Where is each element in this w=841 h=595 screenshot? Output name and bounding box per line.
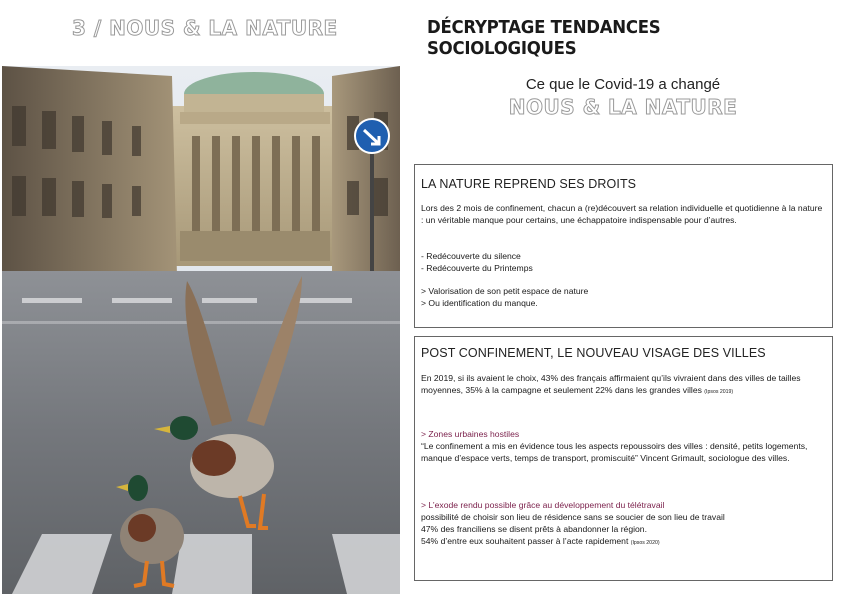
exode-line: possibilité de choisir son lieu de résidence sans se soucier de son lieu de travail: [421, 512, 725, 522]
cities-box: [414, 336, 833, 581]
cities-intro-text: En 2019, si ils avaient le choix, 43% des français affirmaient qu’ils vivraient dans des villes de tailles moyennes, 35% à la campagne et seulement 22% dans les grandes villes: [421, 373, 801, 395]
subtitle-heading: NOUS & LA NATURE: [508, 95, 738, 119]
zones-text: “Le confinement a mis en évidence tous les aspects repoussoirs des villes : densité, petits logements, manque d’espace verts, temps de transport, promiscuité” Vincent Grimault, sociologue des villes.: [421, 441, 808, 463]
nature-point: > Valorisation de son petit espace de nature: [421, 286, 589, 296]
exode-line: 47% des franciliens se disent prêts à abandonner la région.: [421, 524, 647, 534]
exode-source: (Ipsos 2020): [630, 540, 660, 546]
nature-point: > Ou identification du manque.: [421, 298, 538, 308]
document-title: DÉCRYPTAGE TENDANCES SOCIOLOGIQUES: [427, 17, 661, 59]
nature-box: [414, 164, 833, 328]
paris-ducks-photo: [2, 66, 400, 594]
cities-box-title: POST CONFINEMENT, LE NOUVEAU VISAGE DES VILLES: [421, 346, 766, 360]
subtitle-line: Ce que le Covid-19 a changé: [525, 76, 721, 93]
section-title: 3 / NOUS & LA NATURE: [72, 16, 338, 40]
nature-list-item: - Redécouverte du Printemps: [421, 263, 533, 273]
exode-last-line: [421, 536, 823, 550]
nature-intro: Lors des 2 mois de confinement, chacun a (re)découvert sa relation individuelle et quotidienne à la nature : un véritable manque pour certains, une échappatoire indispensable pour d’autres.: [421, 203, 823, 225]
nature-box-title: LA NATURE REPREND SES DROITS: [421, 177, 637, 191]
zones-heading: > Zones urbaines hostiles: [421, 429, 520, 439]
exode-heading: > L’exode rendu possible grâce au développement du télétravail: [421, 500, 665, 510]
exode-line: 54% d’entre eux souhaitent passer à l’acte rapidement: [421, 536, 629, 546]
nature-list-item: - Redécouverte du silence: [421, 251, 521, 261]
cities-intro: [421, 373, 823, 398]
cities-intro-source: (Ipsos 2019): [704, 388, 734, 395]
